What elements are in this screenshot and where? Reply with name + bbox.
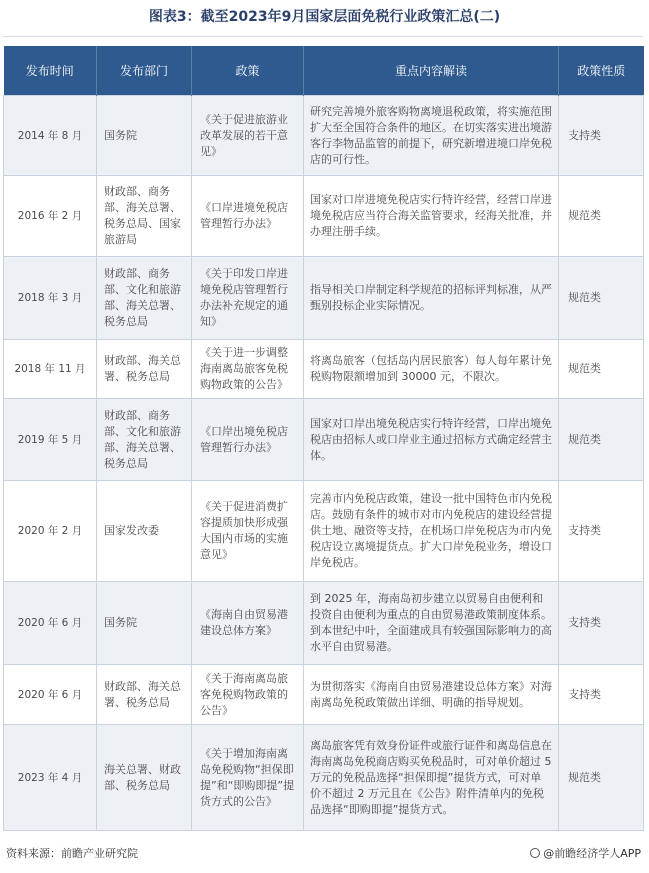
cell-dept: 财政部、商务部、文化和旅游部、海关总署、税务总局 [97, 257, 192, 340]
cell-dept: 国务院 [97, 96, 192, 176]
table-header-row [4, 46, 644, 96]
page-title: 图表3：截至2023年9月国家层面免税行业政策汇总(二) [148, 9, 501, 25]
header-time: 发布时间 [4, 46, 97, 96]
cell-nature: 支持类 [559, 582, 644, 665]
cell-nature: 规范类 [559, 340, 644, 399]
cell-time: 2014 年 8 月 [4, 96, 97, 176]
cell-nature: 规范类 [559, 257, 644, 340]
cell-content: 研究完善境外旅客购物离境退税政策，将实施范围扩大至全国符合条件的地区。在切实落实进出境游客行李物品监管的前提下，研究新增进境口岸免税店的可行性。 [304, 96, 559, 176]
cell-time: 2023 年 4 月 [4, 725, 97, 831]
table-row [4, 96, 644, 176]
logo-icon [530, 848, 540, 858]
cell-content: 为贯彻落实《海南自由贸易港建设总体方案》对海南离岛免税政策做出详细、明确的指导规划。 [304, 665, 559, 725]
table-row [4, 176, 644, 257]
cell-content: 离岛旅客凭有效身份证件或旅行证件和离岛信息在海南离岛免税商店购买免税品时，可对单价超过 5 万元的免税品选择“担保即提”提货方式，可对单价不超过 2 万元且在《公告》附件清单内的免税品选择“即购即提”提货方式。 [304, 725, 559, 831]
cell-nature: 支持类 [559, 665, 644, 725]
header-dept: 发布部门 [97, 46, 192, 96]
cell-policy: 《口岸进境免税店管理暂行办法》 [192, 176, 304, 257]
header-content: 重点内容解读 [304, 46, 559, 96]
cell-time: 2018 年 3 月 [4, 257, 97, 340]
source-note: 资料来源：前瞻产业研究院 [6, 847, 138, 860]
cell-content: 完善市内免税店政策，建设一批中国特色市内免税店。鼓励有条件的城市对市内免税店的建设经营提供土地、融资等支持，在机场口岸免税店为市内免税店设立离境提货点。扩大口岸免税业务，增设口岸免税店。 [304, 481, 559, 582]
cell-dept: 海关总署、财政部、税务总局 [97, 725, 192, 831]
table-row [4, 399, 644, 481]
cell-policy: 《关于增加海南离岛免税购物“担保即提”和“即购即提”提货方式的公告》 [192, 725, 304, 831]
table-row [4, 665, 644, 725]
table-row [4, 725, 644, 831]
cell-dept: 国务院 [97, 582, 192, 665]
cell-time: 2020 年 2 月 [4, 481, 97, 582]
cell-nature: 规范类 [559, 176, 644, 257]
cell-time: 2020 年 6 月 [4, 665, 97, 725]
cell-content: 将离岛旅客（包括岛内居民旅客）每人每年累计免税购物限额增加到 30000 元，不限次。 [304, 340, 559, 399]
brand-credit [530, 845, 641, 861]
cell-content: 国家对口岸进境免税店实行特许经营，经营口岸进境免税店应当符合海关监管要求，经海关批准，并办理注册手续。 [304, 176, 559, 257]
header-policy: 政策 [192, 46, 304, 96]
policy-table [3, 46, 644, 831]
cell-content: 到 2025 年，海南岛初步建立以贸易自由便利和投资自由便利为重点的自由贸易港政策制度体系。到本世纪中叶，全面建成具有较强国际影响力的高水平自由贸易港。 [304, 582, 559, 665]
cell-dept: 财政部、海关总署、税务总局 [97, 340, 192, 399]
cell-policy: 《海南自由贸易港建设总体方案》 [192, 582, 304, 665]
table-row [4, 340, 644, 399]
divider [3, 36, 643, 37]
table-row [4, 481, 644, 582]
cell-dept: 财政部、商务部、文化和旅游部、海关总署、税务总局 [97, 399, 192, 481]
cell-content: 国家对口岸出境免税店实行特许经营，口岸出境免税店由招标人或口岸业主通过招标方式确定经营主体。 [304, 399, 559, 481]
cell-dept: 财政部、商务部、海关总署、税务总局、国家旅游局 [97, 176, 192, 257]
cell-nature: 规范类 [559, 399, 644, 481]
cell-time: 2016 年 2 月 [4, 176, 97, 257]
cell-dept: 国家发改委 [97, 481, 192, 582]
header-nature: 政策性质 [559, 46, 644, 96]
cell-policy: 《关于印发口岸进境免税店管理暂行办法补充规定的通知》 [192, 257, 304, 340]
cell-nature: 支持类 [559, 481, 644, 582]
cell-time: 2019 年 5 月 [4, 399, 97, 481]
cell-content: 指导相关口岸制定科学规范的招标评判标准，从严甄别投标企业实际情况。 [304, 257, 559, 340]
cell-policy: 《关于海南离岛旅客免税购物政策的公告》 [192, 665, 304, 725]
cell-dept: 财政部、海关总署、税务总局 [97, 665, 192, 725]
cell-policy: 《关于促进消费扩容提质加快形成强大国内市场的实施意见》 [192, 481, 304, 582]
cell-time: 2018 年 11 月 [4, 340, 97, 399]
table-row [4, 582, 644, 665]
cell-time: 2020 年 6 月 [4, 582, 97, 665]
cell-policy: 《关于促进旅游业改革发展的若干意见》 [192, 96, 304, 176]
table-row [4, 257, 644, 340]
cell-policy: 《关于进一步调整海南离岛旅客免税购物政策的公告》 [192, 340, 304, 399]
cell-policy: 《口岸出境免税店管理暂行办法》 [192, 399, 304, 481]
cell-nature: 规范类 [559, 725, 644, 831]
brand-label: @前瞻经济学人APP [543, 847, 641, 860]
cell-nature: 支持类 [559, 96, 644, 176]
